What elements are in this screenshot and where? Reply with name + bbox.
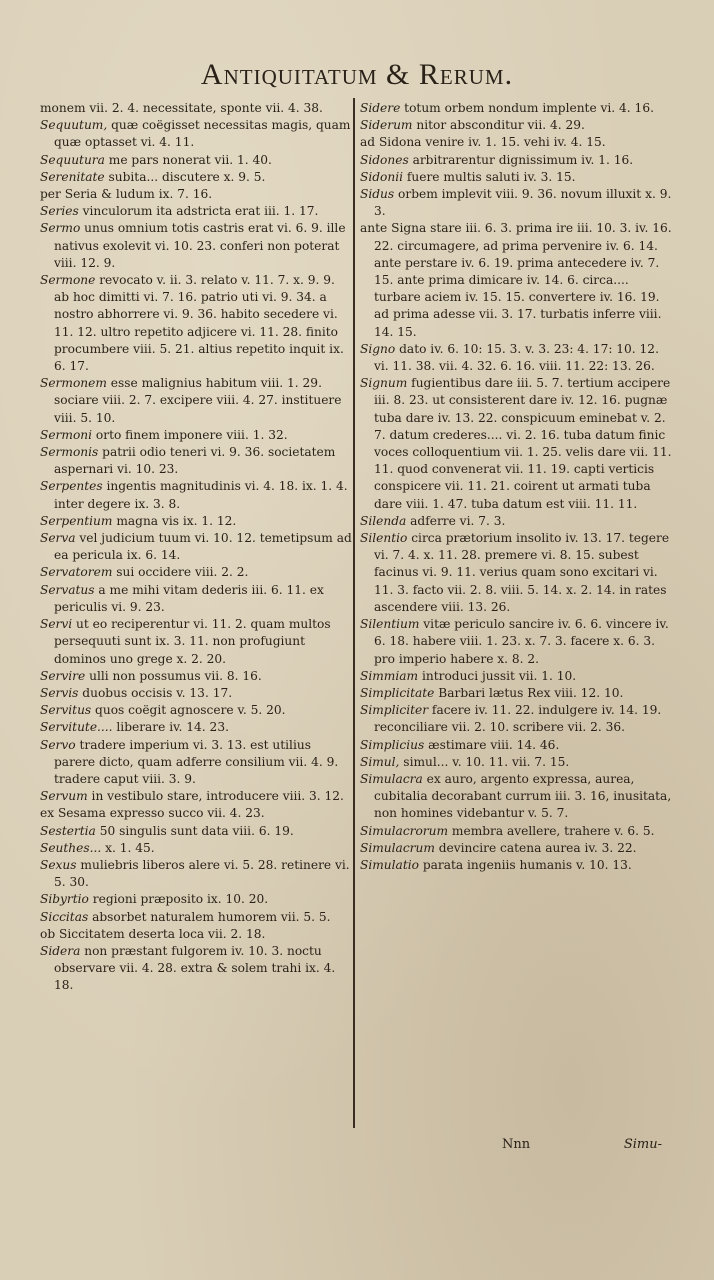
index-entry	[40, 805, 352, 822]
index-entry	[40, 444, 352, 478]
entry-references: vinculorum ita adstricta erat iii. 1. 17.	[78, 204, 319, 219]
index-entry	[360, 117, 672, 134]
entry-references: subita... discutere x. 9. 5.	[104, 169, 266, 184]
index-entry	[360, 513, 672, 530]
entry-references: non præstant fulgorem iv. 10. 3. noctu observare vii. 4. 28. extra & solem trahi ix. 4. 18.	[54, 943, 336, 993]
index-entry	[40, 478, 352, 512]
entry-references: simul... v. 10. 11. vii. 7. 15.	[399, 754, 570, 769]
entry-lemma: Siderum	[360, 118, 413, 133]
entry-lemma: Servatus	[40, 582, 95, 597]
index-entry	[360, 857, 672, 874]
entry-references: membra avellere, trahere v. 6. 5.	[448, 823, 655, 838]
index-entry	[360, 152, 672, 169]
entry-lemma: Servi	[40, 617, 73, 632]
index-entry	[40, 840, 352, 857]
entry-references: orto finem imponere viii. 1. 32.	[92, 427, 288, 442]
entry-references: in vestibulo stare, introducere viii. 3. 12.	[87, 789, 344, 804]
entry-lemma: Siccitas	[40, 909, 89, 924]
entry-lemma: Sermonem	[40, 376, 107, 391]
entry-references: totum orbem nondum implente vi. 4. 16.	[400, 101, 654, 115]
index-entry	[40, 702, 352, 719]
index-entry	[360, 220, 672, 340]
index-entry	[40, 943, 352, 995]
index-entry	[360, 530, 672, 616]
entry-lemma: Silentium	[360, 617, 420, 632]
entry-lemma: Servatorem	[40, 565, 113, 580]
entry-references: introduci jussit vii. 1. 10.	[418, 668, 577, 683]
index-entry	[40, 788, 352, 805]
entry-lemma: Servum	[40, 789, 88, 804]
entry-references: liberare iv. 14. 23.	[112, 720, 229, 735]
entry-references: revocato v. ii. 3. relato v. 11. 7. x. 9. 9. ab hoc dimitti vi. 7. 16. patrio uti vi. 9. 34. a nostro abhorrere vi. 9. 36. habito secedere vi. 11. 12. ultro repetito adjicere vi. 11. 28. finito procumbere viii. 5. 21. altius repetito inquit ix. 6. 17.	[54, 273, 344, 374]
entry-references: vel judicium tuum vi. 10. 12. temetipsum ad ea pericula ix. 6. 14.	[54, 531, 352, 563]
entry-references: devincire catena aurea iv. 3. 22.	[434, 840, 637, 855]
index-entry	[360, 186, 672, 220]
index-column-left	[40, 100, 352, 995]
index-entry	[40, 616, 352, 668]
entry-lemma: Sidones	[360, 152, 409, 167]
entry-references: quos coëgit agnoscere v. 5. 20.	[91, 703, 286, 718]
index-entry	[40, 272, 352, 375]
entry-references: nitor absconditur vii. 4. 29.	[412, 118, 585, 133]
index-entry	[40, 513, 352, 530]
index-entry	[40, 203, 352, 220]
entry-lemma: Simplicitate	[360, 685, 435, 700]
entry-lemma: Sidera	[40, 943, 81, 958]
entry-lemma: Sidonii	[360, 169, 404, 184]
entry-lemma: Sibyrtio	[40, 892, 89, 907]
entry-references: circa prætorium insolito iv. 13. 17. tegere vi. 7. 4. x. 11. 28. premere vi. 8. 15. subest facinus vi. 9. 11. verius quam sono excitari vi. 11. 3. facto vii. 2. 8. viii. 5. 14. x. 2. 14. in rates ascendere viii. 13. 26.	[374, 531, 670, 614]
index-entry	[40, 582, 352, 616]
entry-references: 50 singulis sunt data viii. 6. 19.	[95, 823, 294, 838]
index-entry	[40, 926, 352, 943]
index-entry	[360, 685, 672, 702]
entry-references: adferre vi. 7. 3.	[406, 513, 506, 528]
entry-references: Barbari lætus Rex viii. 12. 10.	[434, 685, 624, 700]
entry-references: muliebris liberos alere vi. 5. 28. retinere vi. 5. 30.	[54, 857, 350, 890]
index-entry	[360, 754, 672, 771]
index-entry	[360, 668, 672, 685]
entry-references: quæ coëgisset necessitas magis, quam quæ optasset vi. 4. 11.	[54, 118, 351, 150]
entry-lemma: Servis	[40, 685, 79, 700]
entry-lemma: Sequutura	[40, 152, 105, 167]
index-entry	[40, 100, 352, 117]
entry-references: magna vis ix. 1. 12.	[112, 513, 237, 528]
entry-lemma: Serpentes	[40, 479, 103, 494]
signature-mark: Nnn	[502, 1137, 531, 1152]
catchword: Simu-	[623, 1137, 662, 1152]
index-entry	[40, 668, 352, 685]
entry-lemma: Simulacra	[360, 771, 423, 786]
entry-lemma: Simplicius	[360, 737, 425, 752]
entry-lemma: Serpentium	[40, 513, 113, 528]
entry-lemma: Simmiam	[360, 668, 419, 683]
entry-lemma: Silentio	[360, 531, 408, 546]
entry-references: patrii odio teneri vi. 9. 36. societatem aspernari vi. 10. 23.	[54, 445, 336, 477]
entry-references: me pars nonerat vii. 1. 40.	[104, 152, 272, 167]
entry-lemma: Simpliciter	[360, 703, 429, 718]
entry-references: ad Sidona venire iv. 1. 15. vehi iv. 4. 15.	[360, 135, 606, 150]
index-entry	[360, 100, 672, 117]
entry-lemma: Simul,	[360, 754, 400, 769]
entry-references: regioni præposito ix. 10. 20.	[88, 892, 269, 907]
entry-lemma: Simulatio	[360, 857, 419, 872]
entry-lemma: Sidere	[360, 101, 401, 115]
index-entry	[360, 616, 672, 668]
entry-lemma: Simulacrum	[360, 840, 435, 855]
entry-references: per Seria & ludum ix. 7. 16.	[40, 187, 213, 202]
entry-lemma: Serva	[40, 531, 76, 546]
index-entry	[360, 169, 672, 186]
index-entry	[40, 220, 352, 272]
index-entry	[40, 823, 352, 840]
entry-lemma: Serenitate	[40, 169, 105, 184]
entry-references: monem vii. 2. 4. necessitate, sponte vii. 4. 38.	[40, 101, 323, 115]
entry-references: tradere imperium vi. 3. 13. est utilius parere dicto, quam adferre consilium vii. 4. 9. tradere caput viii. 3. 9.	[54, 737, 339, 786]
index-entry	[40, 737, 352, 789]
entry-references: vitæ periculo sancire iv. 6. 6. vincere iv. 6. 18. habere viii. 1. 23. x. 7. 3. facere x. 6. 3. pro imperio habere x. 8. 2.	[374, 617, 669, 666]
entry-references: ulli non possumus vii. 8. 16.	[85, 668, 262, 683]
entry-references: facere iv. 11. 22. indulgere iv. 14. 19. reconciliare vii. 2. 10. scribere vii. 2. 36.	[374, 703, 662, 735]
entry-references: æstimare viii. 14. 46.	[424, 737, 560, 752]
index-entry	[40, 857, 352, 891]
index-entry	[360, 702, 672, 736]
index-entry	[40, 186, 352, 203]
entry-lemma: Silenda	[360, 513, 407, 528]
column-divider	[353, 98, 355, 1128]
entry-references: dato iv. 6. 10: 15. 3. v. 3. 23: 4. 17: 10. 12. vi. 11. 38. vii. 4. 32. 6. 16. viii. 11. 22: 13. 26.	[374, 341, 659, 374]
entry-references: ingentis magnitudinis vi. 4. 18. ix. 1. 4. inter degere ix. 3. 8.	[54, 479, 348, 511]
index-entry	[40, 117, 352, 151]
entry-lemma: Servitute....	[40, 720, 113, 735]
entry-lemma: Sermoni	[40, 427, 93, 442]
entry-references: ex Sesama expresso succo vii. 4. 23.	[40, 806, 265, 821]
index-entry	[40, 719, 352, 736]
entry-lemma: Sermone	[40, 273, 96, 288]
index-entry	[360, 840, 672, 857]
index-entry	[40, 564, 352, 581]
entry-lemma: Servitus	[40, 703, 92, 718]
entry-references: parata ingeniis humanis v. 10. 13.	[418, 857, 632, 872]
entry-lemma: Simulacrorum	[360, 823, 449, 838]
index-entry	[40, 685, 352, 702]
entry-lemma: Signum	[360, 376, 408, 391]
entry-references: esse malignius habitum viii. 1. 29. sociare viii. 2. 7. excipere viii. 4. 27. instituere viii. 5. 10.	[54, 376, 342, 425]
entry-lemma: Sestertia	[40, 823, 96, 838]
entry-references: ob Siccitatem deserta loca vii. 2. 18.	[40, 926, 266, 941]
index-entry	[360, 737, 672, 754]
index-entry	[360, 771, 672, 823]
entry-references: sui occidere viii. 2. 2.	[112, 565, 249, 580]
entry-lemma: Sequutum,	[40, 118, 108, 133]
index-entry	[360, 375, 672, 513]
entry-references: fuere multis saluti iv. 3. 15.	[403, 169, 576, 184]
entry-lemma: Sermonis	[40, 445, 99, 460]
entry-references: duobus occisis v. 13. 17.	[78, 685, 233, 700]
entry-references: ex auro, argento expressa, aurea, cubitalia decorabant currum iii. 3. 16, inusitata, non homines videbantur v. 5. 7.	[374, 771, 672, 821]
index-entry	[40, 891, 352, 908]
index-column-right	[360, 100, 672, 874]
index-entry	[360, 341, 672, 375]
entry-lemma: Servire	[40, 668, 86, 683]
entry-references: x. 1. 45.	[101, 840, 155, 855]
entry-lemma: Sidus	[360, 187, 395, 202]
page-footer	[362, 1137, 662, 1157]
index-entry	[40, 375, 352, 427]
entry-references: absorbet naturalem humorem vii. 5. 5.	[88, 909, 331, 924]
entry-references: unus omnium totis castris erat vi. 6. 9. ille nativus exolevit vi. 10. 23. conferi non poterat viii. 12. 9.	[54, 221, 346, 270]
index-entry	[40, 169, 352, 186]
entry-lemma: Series	[40, 204, 79, 219]
entry-references: arbitrarentur dignissimum iv. 1. 16.	[408, 152, 634, 167]
entry-references: orbem implevit viii. 9. 36. novum illuxit x. 9. 3.	[374, 187, 672, 219]
index-entry	[40, 530, 352, 564]
entry-lemma: Sermo	[40, 221, 81, 236]
entry-references: a me mihi vitam dederis iii. 6. 11. ex periculis vi. 9. 23.	[54, 582, 324, 614]
index-entry	[360, 134, 672, 151]
entry-references: fugientibus dare iii. 5. 7. tertium accipere iii. 8. 23. ut consisterent dare iv. 12. 16. pugnæ tuba dare iv. 13. 22. conspicuum eminebat v. 2. 7. datum crederes.... vi. 2. 16. tuba datum finic voces colloquentium vii. 1. 25. velis dare vii. 11. 11. quod convenerat vii. 11. 19. capti verticis conspicere vii. 11. 21. coirent ut armati tuba dare viii. 1. 47. tuba datum est viii. 11. 11.	[374, 376, 672, 511]
entry-references: ut eo reciperentur vi. 11. 2. quam multos persequuti sunt ix. 3. 11. non profugiunt dominos uno grege x. 2. 20.	[54, 617, 331, 666]
entry-lemma: Sexus	[40, 857, 77, 872]
index-entry	[40, 909, 352, 926]
entry-lemma: Seuthes...	[40, 840, 102, 855]
index-entry	[40, 427, 352, 444]
index-entry	[40, 152, 352, 169]
index-entry	[360, 823, 672, 840]
entry-lemma: Signo	[360, 341, 396, 356]
running-head: Antiquitatum & Rerum.	[200, 58, 514, 91]
entry-references: ante Signa stare iii. 6. 3. prima ire iii. 10. 3. iv. 16. 22. circumagere, ad prima pervenire iv. 6. 14. ante perstare iv. 6. 19. prima antecedere iv. 7. 15. ante prima dimicare iv. 14. 6. circa.... turbare aciem iv. 15. 15. convertere iv. 16. 19. ad prima adesse vii. 3. 17. turbatis inferre viii. 14. 15.	[360, 221, 672, 339]
entry-lemma: Servo	[40, 737, 76, 752]
